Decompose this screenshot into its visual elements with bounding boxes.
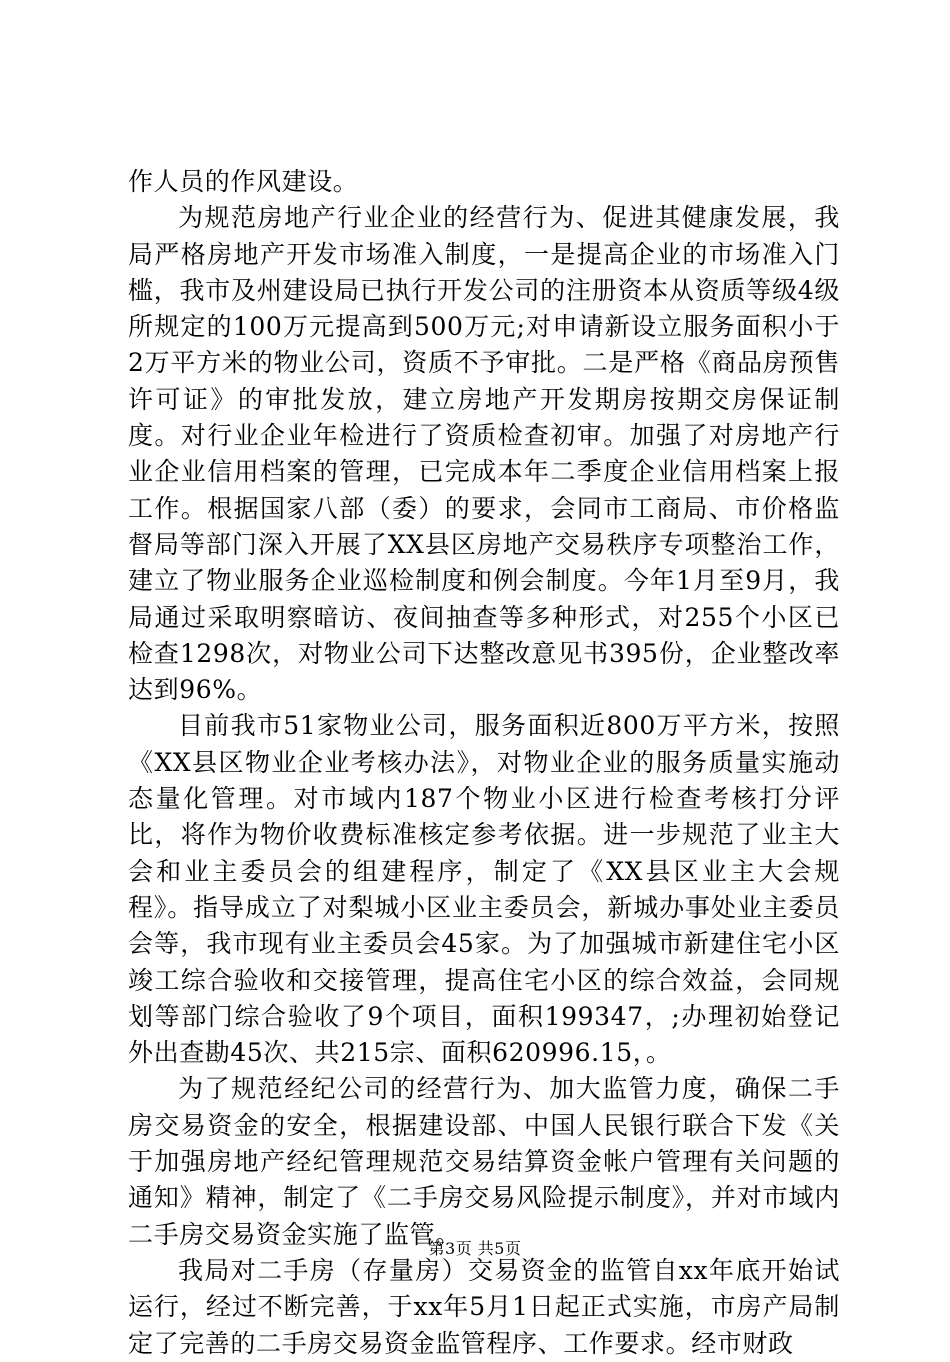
page-number-footer: 第3页 共5页 xyxy=(428,1239,522,1258)
document-body xyxy=(128,164,840,1362)
paragraph-fund-supervision: 我局对二手房（存量房）交易资金的监管自xx年底开始试运行，经过不断完善，于xx年5月1日起正式实施，市房产局制定了完善的二手房交易资金监管程序、工作要求。经市财政 xyxy=(128,1255,840,1358)
paragraph-continuation: 作人员的作风建设。 xyxy=(128,167,359,196)
paragraph-market-access: 为规范房地产行业企业的经营行为、促进其健康发展，我局严格房地产开发市场准入制度，一是提高企业的市场准入门槛，我市及州建设局已执行开发公司的注册资本从资质等级4级所规定的100万元提高到500万元;对申请新设立服务面积小于2万平方米的物业公司，资质不予审批。二是严格《商品房预售许可证》的审批发放，建立房地产开发期房按期交房保证制度。对行业企业年检进行了资质检查初审。加强了对房地产行业企业信用档案的管理，已完成本年二季度企业信用档案上报工作。根据国家八部（委）的要求，会同市工商局、市价格监督局等部门深入开展了XX县区房地产交易秩序专项整治工作，建立了物业服务企业巡检制度和例会制度。今年1月至9月，我局通过采取明察暗访、夜间抽查等多种形式，对255个小区已检查1298次，对物业公司下达整改意见书395份，企业整改率达到96%。 xyxy=(128,203,840,705)
paragraph-property-companies: 目前我市51家物业公司，服务面积近800万平方米，按照《XX县区物业企业考核办法》，对物业企业的服务质量实施动态量化管理。对市域内187个物业小区进行检查考核打分评比，将作为物价收费标准核定参考依据。进一步规范了业主大会和业主委员会的组建程序，制定了《XX县区业主大会规程》。指导成立了对梨城小区业主委员会，新城办事处业主委员会等，我市现有业主委员会45家。为了加强城市新建住宅小区竣工综合验收和交接管理，提高住宅小区的综合效益，会同规划等部门综合验收了9个项目，面积199347，;办理初始登记外出查勘45次、共215宗、面积620996.15，。 xyxy=(128,711,840,1068)
paragraph-brokerage-supervision: 为了规范经纪公司的经营行为、加大监管力度，确保二手房交易资金的安全，根据建设部、中国人民银行联合下发《关于加强房地产经纪管理规范交易结算资金帐户管理有关问题的通知》精神，制定了《二手房交易风险提示制度》，并对市域内二手房交易资金实施了监管。 xyxy=(128,1074,840,1249)
